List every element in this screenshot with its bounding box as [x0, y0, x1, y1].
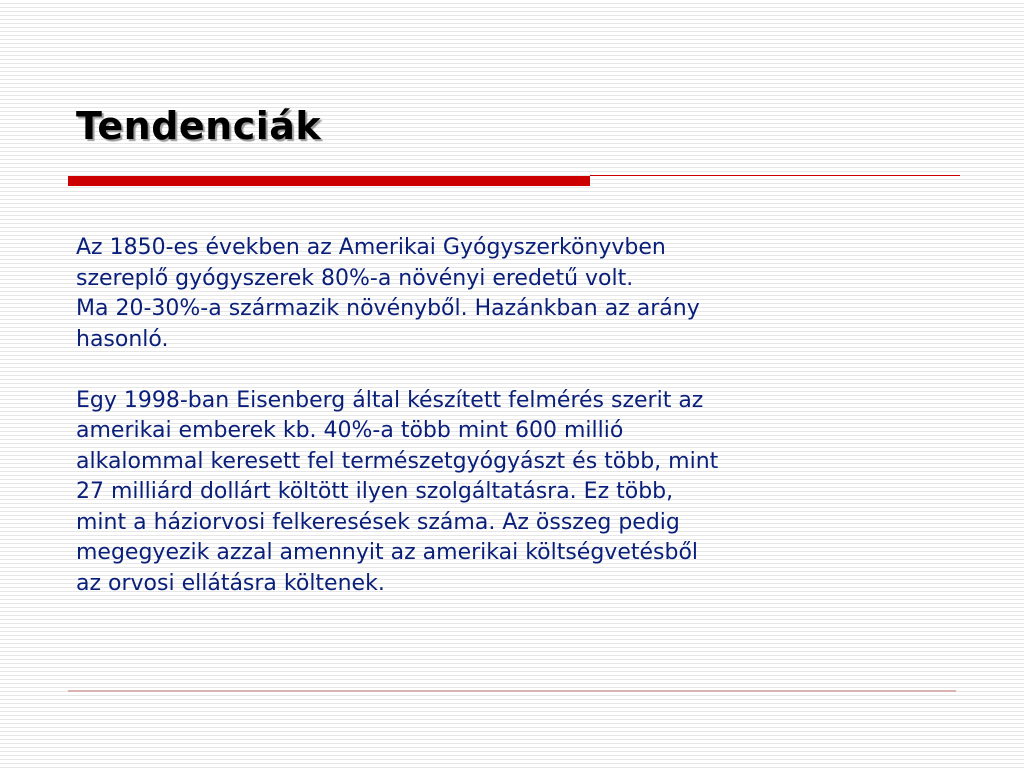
- paragraph-2: [76, 386, 936, 600]
- text-line: az orvosi ellátásra költenek.: [76, 570, 385, 596]
- text-line: Ma 20-30%-a származik növényből. Hazánkban az arány: [76, 296, 700, 321]
- text-line: szereplő gyógyszerek 80%-a növényi eredetű volt.: [76, 265, 634, 291]
- text-line: Az 1850-es években az Amerikai Gyógyszerkönyvben: [76, 235, 666, 260]
- text-line: mint a háziorvosi felkeresések száma. Az összeg pedig: [76, 509, 680, 535]
- text-line: 27 milliárd dollárt költött ilyen szolgáltatásra. Ez több,: [76, 479, 674, 504]
- paragraph-spacer: [76, 355, 936, 386]
- text-line: amerikai emberek kb. 40%-a több mint 600 millió: [76, 418, 624, 443]
- text-line: hasonló.: [76, 326, 169, 352]
- title-underline-thin: [590, 175, 960, 176]
- slide-body: [76, 233, 936, 599]
- title-underline-thick: [68, 176, 590, 186]
- paragraph-1: [76, 233, 936, 355]
- text-line: Egy 1998-ban Eisenberg által készített felmérés szerit az: [76, 387, 704, 413]
- text-line: megegyezik azzal amennyit az amerikai költségvetésből: [76, 540, 699, 565]
- slide-title: Tendenciák: [76, 104, 322, 148]
- text-line: alkalommal keresett fel természetgyógyászt és több, mint: [76, 448, 719, 474]
- footer-divider: [68, 690, 956, 692]
